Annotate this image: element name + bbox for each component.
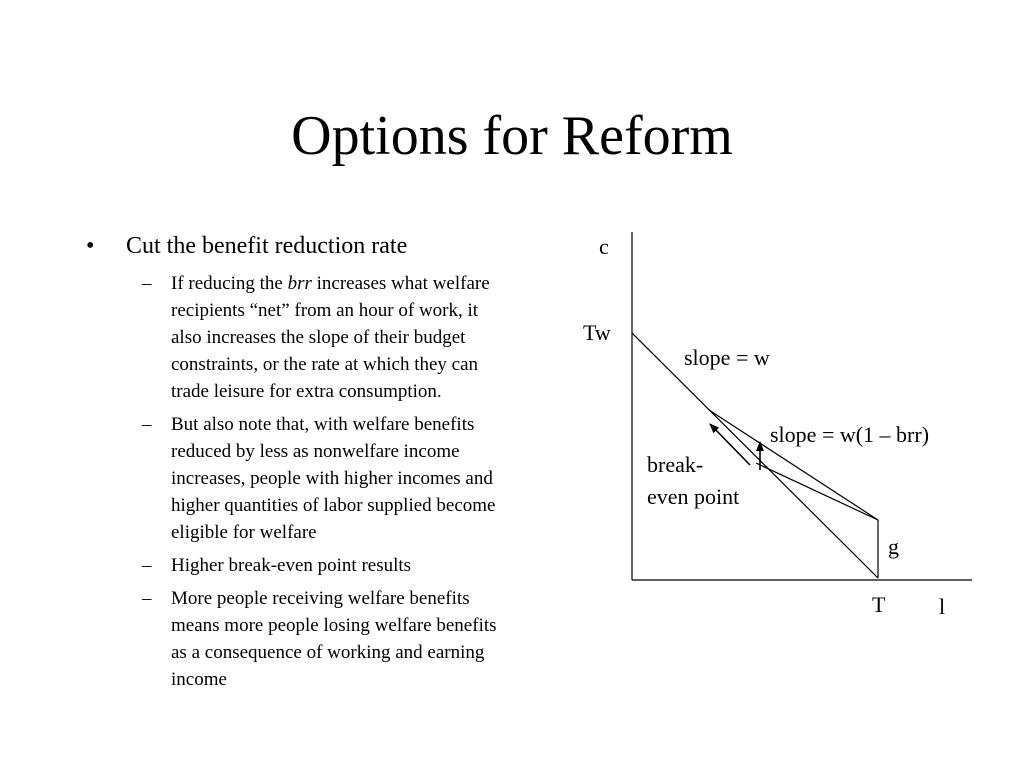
breakeven-label-line2: even point: [647, 484, 740, 509]
grant-label: g: [888, 534, 899, 559]
budget-constraint-diagram: [570, 225, 990, 625]
slope-label-brr: slope = w(1 – brr): [770, 422, 930, 447]
sub-bullet-text: But also note that, with welfare benefits reduced by less as nonwelfare income increases, people with higher incomes and higher quantities of labor supplied become eligible for welfare: [171, 414, 496, 543]
breakeven-label-line1: break-: [647, 452, 704, 477]
dash-icon: –: [142, 414, 152, 435]
sub-bullet-item: [80, 270, 500, 405]
dash-icon: –: [142, 555, 152, 576]
reformed-budget-line: [756, 463, 878, 520]
bullet-item: [80, 232, 500, 260]
sub-bullet-item: [80, 585, 500, 693]
dash-icon: –: [142, 588, 152, 609]
bullet-dot-icon: •: [86, 233, 95, 259]
slope-label-w: slope = w: [684, 345, 770, 370]
endowment-label: T: [872, 592, 886, 617]
x-axis-label: l: [939, 594, 946, 619]
sub-bullet-item: [80, 411, 500, 546]
y-axis-label: c: [599, 234, 609, 259]
bullet-list: [80, 232, 500, 699]
slide-title: Options for Reform: [291, 105, 733, 167]
sub-bullet-text: Higher break-even point results: [171, 555, 412, 576]
bullet-text: Cut the benefit reduction rate: [126, 233, 408, 259]
sub-bullet-text: More people receiving welfare benefits means more people losing welfare benefits as a consequence of working and earning income: [171, 588, 497, 690]
sub-bullet-item: [80, 552, 500, 579]
dash-icon: –: [142, 273, 152, 294]
sub-bullet-text-pre: If reducing the: [171, 273, 288, 294]
intercept-label: Tw: [583, 320, 611, 345]
sub-bullet-text-em: brr: [287, 273, 312, 294]
sub-bullet-text-post: increases what welfare recipients “net” from an hour of work, it also increases the slope of their budget constraints, or the rate at which they can trade leisure for extra consumption.: [171, 273, 490, 402]
